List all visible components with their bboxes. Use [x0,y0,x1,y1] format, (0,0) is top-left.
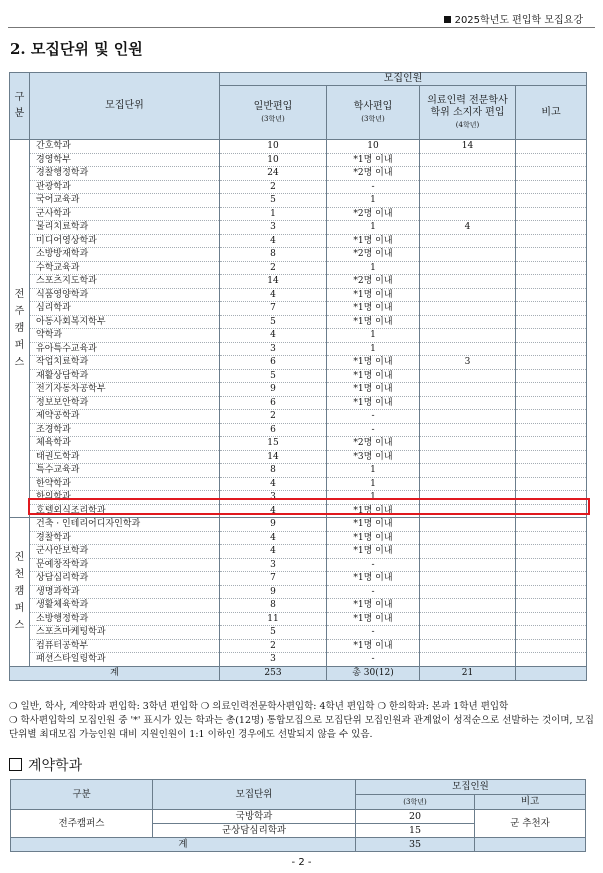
medical-cell [420,585,516,599]
remark-cell [516,234,587,248]
unit-cell: 한약학과 [30,477,220,491]
total-bachelor: 총 30(12) [327,666,420,680]
unit-cell: 정보보안학과 [30,396,220,410]
general-cell: 5 [220,194,327,208]
header-bachelor-text: 학사편입 [353,100,393,112]
medical-cell [420,302,516,316]
general-cell: 24 [220,167,327,181]
contract-header-group: 모집인원 [356,780,586,795]
medical-cell [420,288,516,302]
header-group: 모집인원 [220,73,587,86]
unit-cell: 생명과학과 [30,585,220,599]
unit-cell: 경영학부 [30,153,220,167]
medical-cell [420,545,516,559]
remark-cell [516,612,587,626]
medical-cell [420,437,516,451]
medical-cell [420,423,516,437]
table-row [10,653,587,667]
table-row [10,599,587,613]
table-row [10,626,587,640]
medical-cell: 3 [420,356,516,370]
table-row [10,315,587,329]
general-cell: 4 [220,288,327,302]
bachelor-cell: *1명 이내 [327,518,420,532]
remark-cell [516,545,587,559]
table-row [10,612,587,626]
table-row [10,288,587,302]
medical-cell: 14 [420,140,516,154]
remark-cell [516,383,587,397]
table-row [10,180,587,194]
medical-cell [420,180,516,194]
table-row [10,194,587,208]
unit-cell: 한의학과 [30,491,220,505]
bachelor-cell: *1명 이내 [327,369,420,383]
contract-campus: 전주캠퍼스 [11,810,153,838]
bachelor-cell: *1명 이내 [327,302,420,316]
table-row [10,234,587,248]
unit-cell: 국어교육과 [30,194,220,208]
table-row [10,558,587,572]
general-cell: 6 [220,396,327,410]
unit-cell: 스포츠지도학과 [30,275,220,289]
bachelor-cell: 10 [327,140,420,154]
unit-cell: 물리치료학과 [30,221,220,235]
table-row [10,369,587,383]
general-cell: 10 [220,140,327,154]
unit-cell: 군사안보학과 [30,545,220,559]
unit-cell: 컴퓨터공학부 [30,639,220,653]
medical-cell [420,477,516,491]
bachelor-cell: *1명 이내 [327,234,420,248]
table-row [10,396,587,410]
bachelor-cell: *2명 이내 [327,207,420,221]
header-gubun [10,73,30,140]
unit-cell: 재활상담학과 [30,369,220,383]
general-cell: 4 [220,504,327,518]
remark-cell [516,194,587,208]
general-cell: 15 [220,437,327,451]
unit-cell: 문예창작학과 [30,558,220,572]
unit-cell: 관광학과 [30,180,220,194]
bachelor-cell: - [327,558,420,572]
unit-cell: 태권도학과 [30,450,220,464]
general-cell: 6 [220,423,327,437]
medical-cell [420,234,516,248]
medical-cell [420,315,516,329]
header-bachelor-sub: (3학년) [361,114,385,123]
campus-label: 진 천 캠 퍼 스 [10,518,30,667]
bachelor-cell: *1명 이내 [327,639,420,653]
remark-cell [516,639,587,653]
bachelor-cell: 1 [327,329,420,343]
remark-cell [516,207,587,221]
medical-cell [420,194,516,208]
bachelor-cell: *1명 이내 [327,531,420,545]
page-number: - 2 - [291,857,312,868]
general-cell: 8 [220,599,327,613]
remark-cell [516,329,587,343]
general-cell: 7 [220,302,327,316]
unit-cell: 호텔외식조리학과 [30,504,220,518]
unit-cell: 군사학과 [30,207,220,221]
unit-cell: 체육학과 [30,437,220,451]
remark-cell [516,410,587,424]
bachelor-cell: 1 [327,221,420,235]
general-cell: 4 [220,329,327,343]
bachelor-cell: *3명 이내 [327,450,420,464]
medical-cell [420,639,516,653]
table-row [10,585,587,599]
remark-cell [516,167,587,181]
remark-cell [516,153,587,167]
medical-cell [420,342,516,356]
general-cell: 3 [220,342,327,356]
table-row [10,153,587,167]
recruitment-table [9,72,587,681]
remark-cell [516,572,587,586]
remark-cell [516,531,587,545]
bachelor-cell: 1 [327,261,420,275]
unit-cell: 경찰학과 [30,531,220,545]
remark-cell [516,599,587,613]
medical-cell [420,572,516,586]
general-cell: 4 [220,545,327,559]
general-cell: 4 [220,531,327,545]
table-row [10,437,587,451]
bachelor-cell: *1명 이내 [327,383,420,397]
general-cell: 2 [220,261,327,275]
header-bachelor [327,86,420,140]
remark-cell [516,275,587,289]
note-2: ❍ 학사편입학의 모집인원 중 '*' 표시가 있는 학과는 총(12명) 통합모집으로 모집단위 모집인원과 관계없이 성적순으로 선발하는 것이며, 모집단위별 최대모집 가능인원 대비 지원인원이 1:1 이하인 경우에도 선발되지 않을 수 있음. [9,715,594,740]
remark-cell [516,288,587,302]
contract-total-count: 35 [356,838,475,852]
contract-section-title [9,755,82,775]
header-general-text: 일반편입 [253,100,293,112]
contract-count-2: 15 [356,824,475,838]
section-title: 2. 모집단위 및 인원 [10,40,143,58]
table-row [10,167,587,181]
table-row [10,140,587,154]
bachelor-cell: *1명 이내 [327,288,420,302]
medical-cell [420,261,516,275]
remark-cell [516,558,587,572]
document-header [444,11,583,26]
general-cell: 7 [220,572,327,586]
table-row [10,329,587,343]
table-row [10,464,587,478]
medical-cell [420,612,516,626]
header-medical-sub: (4학년) [455,120,480,129]
bachelor-cell: *1명 이내 [327,599,420,613]
remark-cell [516,342,587,356]
unit-cell: 소방방재학과 [30,248,220,262]
header-gubun-text: 구분 [14,92,25,119]
unit-cell: 심리학과 [30,302,220,316]
medical-cell [420,207,516,221]
remark-cell [516,585,587,599]
table-row [10,572,587,586]
table-row [10,342,587,356]
general-cell: 14 [220,275,327,289]
general-cell: 10 [220,153,327,167]
general-cell: 3 [220,653,327,667]
medical-cell [420,653,516,667]
general-cell: 4 [220,234,327,248]
unit-cell: 제약공학과 [30,410,220,424]
remark-cell [516,248,587,262]
general-cell: 9 [220,383,327,397]
general-cell: 3 [220,491,327,505]
general-cell: 5 [220,369,327,383]
remark-cell [516,464,587,478]
contract-header-unit: 모집단위 [153,780,356,810]
general-cell: 3 [220,221,327,235]
remark-cell [516,626,587,640]
medical-cell [420,248,516,262]
general-cell: 5 [220,315,327,329]
general-cell: 9 [220,518,327,532]
unit-cell: 식품영양학과 [30,288,220,302]
remark-cell [516,140,587,154]
general-cell: 2 [220,410,327,424]
general-cell: 9 [220,585,327,599]
unit-cell: 작업치료학과 [30,356,220,370]
remark-cell [516,315,587,329]
medical-cell [420,383,516,397]
general-cell: 3 [220,558,327,572]
bachelor-cell: *1명 이내 [327,612,420,626]
contract-header-sub [356,795,475,810]
unit-cell: 생활체육학과 [30,599,220,613]
table-row [10,545,587,559]
bachelor-cell: *2명 이내 [327,167,420,181]
unit-cell: 아동사회복지학부 [30,315,220,329]
remark-cell [516,423,587,437]
header-remark: 비고 [516,86,587,140]
medical-cell [420,396,516,410]
unit-cell: 유아특수교육과 [30,342,220,356]
table-row [10,639,587,653]
medical-cell [420,167,516,181]
general-cell: 4 [220,477,327,491]
unit-cell: 수학교육과 [30,261,220,275]
bachelor-cell: - [327,423,420,437]
remark-cell [516,369,587,383]
general-cell: 1 [220,207,327,221]
table-row [10,221,587,235]
bachelor-cell: - [327,585,420,599]
remark-cell [516,356,587,370]
header-medical-text: 의료인력 전문학사학위 소지자 편입 [427,94,508,118]
table-row [10,477,587,491]
bachelor-cell: 1 [327,477,420,491]
bachelor-cell: *1명 이내 [327,356,420,370]
medical-cell [420,369,516,383]
bachelor-cell: 1 [327,464,420,478]
medical-cell [420,558,516,572]
remark-cell [516,450,587,464]
bachelor-cell: - [327,410,420,424]
bachelor-cell: 1 [327,342,420,356]
table-row [10,356,587,370]
medical-cell [420,329,516,343]
table-row [10,275,587,289]
header-unit: 모집단위 [30,73,220,140]
total-general: 253 [220,666,327,680]
table-row [10,383,587,397]
remark-cell [516,653,587,667]
unit-cell: 전기자동차공학부 [30,383,220,397]
bachelor-cell: *1명 이내 [327,545,420,559]
unit-cell: 패션스타일링학과 [30,653,220,667]
medical-cell [420,275,516,289]
general-cell: 6 [220,356,327,370]
remark-cell [516,221,587,235]
contract-unit-2: 군상담심리학과 [153,824,356,838]
campus-label: 전 주 캠 퍼 스 [10,140,30,518]
medical-cell [420,464,516,478]
contract-unit-1: 국방학과 [153,810,356,824]
checkbox-square-icon [9,758,22,771]
unit-cell: 미디어영상학과 [30,234,220,248]
bachelor-cell: 1 [327,194,420,208]
general-cell: 5 [220,626,327,640]
unit-cell: 경찰행정학과 [30,167,220,181]
header-text: 2025학년도 편입학 모집요강 [454,15,583,26]
table-row [10,410,587,424]
total-remark [516,666,587,680]
unit-cell: 스포츠마케팅학과 [30,626,220,640]
unit-cell: 상담심리학과 [30,572,220,586]
general-cell: 8 [220,464,327,478]
bachelor-cell: *1명 이내 [327,504,420,518]
remark-cell [516,437,587,451]
table-row [10,248,587,262]
table-row [10,261,587,275]
bachelor-cell: 1 [327,491,420,505]
remark-cell [516,518,587,532]
contract-table [10,779,586,852]
header-medical [420,86,516,140]
bachelor-cell: *1명 이내 [327,315,420,329]
square-bullet-icon [444,16,451,23]
contract-remark: 군 추천자 [475,810,586,838]
medical-cell [420,518,516,532]
bachelor-cell: *1명 이내 [327,396,420,410]
general-cell: 8 [220,248,327,262]
total-row [10,666,587,680]
header-general-sub: (3학년) [261,114,285,123]
general-cell: 2 [220,639,327,653]
bachelor-cell: - [327,653,420,667]
unit-cell: 약학과 [30,329,220,343]
note-1: ❍ 일반, 학사, 계약학과 편입학: 3학년 편입학 ❍ 의료인력전문학사편입학: 4학년 편입학 ❍ 한의학과: 본과 1학년 편입학 [9,701,509,712]
bachelor-cell: *2명 이내 [327,275,420,289]
remark-cell [516,477,587,491]
unit-cell: 특수교육과 [30,464,220,478]
table-row [10,450,587,464]
highlight-box [28,498,590,515]
medical-cell [420,153,516,167]
table-row [10,423,587,437]
medical-cell [420,626,516,640]
unit-cell: 건축 · 인테리어디자인학과 [30,518,220,532]
remark-cell [516,302,587,316]
contract-header-gubun: 구분 [11,780,153,810]
unit-cell: 조경학과 [30,423,220,437]
contract-header-remark: 비고 [475,795,586,810]
total-label: 계 [10,666,220,680]
table-row [10,302,587,316]
medical-cell: 4 [420,221,516,235]
total-medical: 21 [420,666,516,680]
table-row [10,207,587,221]
contract-header-sub-text: (3학년) [403,798,427,806]
remark-cell [516,180,587,194]
contract-total-remark [475,838,586,852]
general-cell: 14 [220,450,327,464]
medical-cell [420,410,516,424]
notes [9,700,594,742]
general-cell: 11 [220,612,327,626]
general-cell: 2 [220,180,327,194]
table-row [10,531,587,545]
table-row [10,518,587,532]
bachelor-cell: *1명 이내 [327,153,420,167]
header-general [220,86,327,140]
bachelor-cell: - [327,626,420,640]
unit-cell: 간호학과 [30,140,220,154]
bachelor-cell: *1명 이내 [327,572,420,586]
medical-cell [420,450,516,464]
medical-cell [420,599,516,613]
remark-cell [516,261,587,275]
bachelor-cell: *2명 이내 [327,437,420,451]
contract-total-label: 계 [11,838,356,852]
remark-cell [516,396,587,410]
medical-cell [420,531,516,545]
unit-cell: 소방행정학과 [30,612,220,626]
bachelor-cell: - [327,180,420,194]
contract-count-1: 20 [356,810,475,824]
header-divider [8,27,595,28]
contract-title-text: 계약학과 [28,758,83,774]
bachelor-cell: *2명 이내 [327,248,420,262]
